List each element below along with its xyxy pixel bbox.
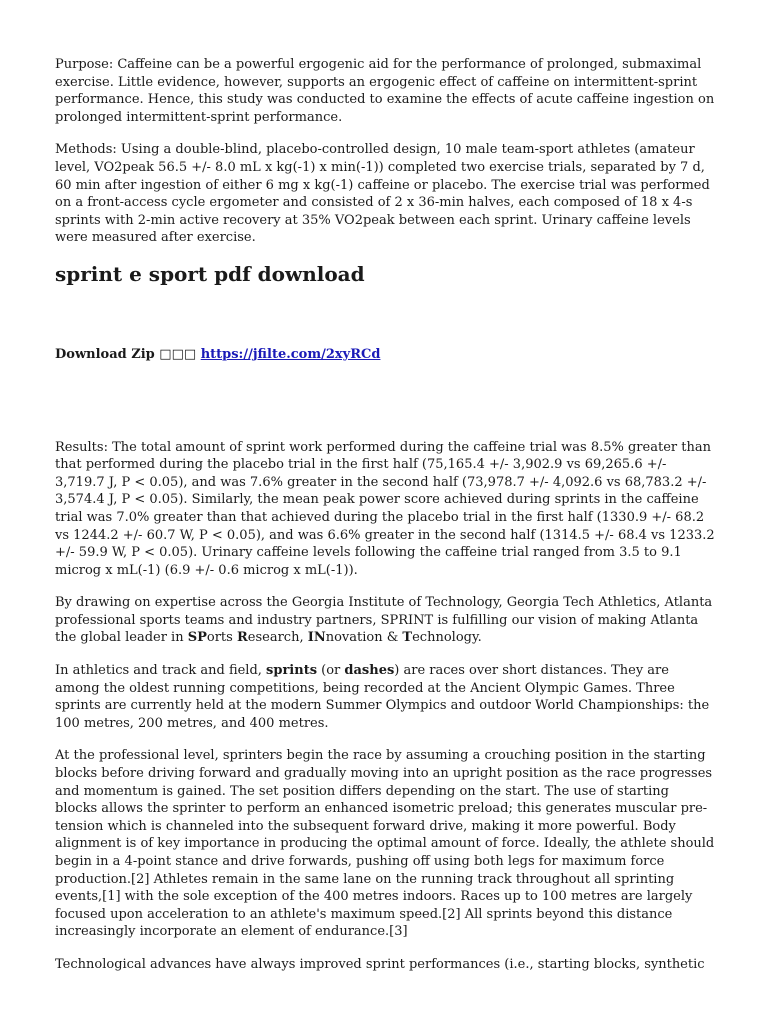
- georgia-bold-r: R: [236, 630, 248, 646]
- results-paragraph: Results: The total amount of sprint work performed during the caffeine trial was 8.5% greater than that performed during the placebo trial in the first half (75,165.4 +/- 3,902.9 vs 69,265.6 +/- 3,719.7 J, P < 0.05), and was 7.6% greater in the second half (73,978.7 +/- 4,092.6 vs 68,783.2 +/- 3,574.4 J, P < 0.05). Similarly, the mean peak power score achieved during sprints in the caffeine trial was 7.0% greater than that achieved during the placebo trial in the first half (1330.9 +/- 68.2 vs 1244.2 +/- 60.7 W, P < 0.05), and was 6.6% greater in the second half (1314.5 +/- 68.4 vs 1233.2 +/- 59.9 W, P < 0.05). Urinary caffeine levels following the caffeine trial ranged from 3.5 to 9.1 microg x mL(-1) (6.9 +/- 0.6 microg x mL(-1)).: [55, 439, 715, 578]
- georgia-bold-t: T: [402, 630, 413, 646]
- georgia-text-orts: orts: [206, 630, 237, 646]
- professional-paragraph: At the professional level, sprinters begin the race by assuming a crouching position in the starting blocks before driving forward and gradually moving into an upright position as the race progresses and momentum is gained. The set position differs depending on the start. The use of starting blocks allows the sprinter to perform an enhanced isometric preload; this generates muscular pre-tension which is channeled into the subsequent forward drive, making it more powerful. Body alignment is of key importance in producing the optimal amount of force. Ideally, the athlete should begin in a 4-point stance and drive forwards, pushing off using both legs for maximum force production.[2] Athletes remain in the same lane on the running track throughout all sprinting events,[1] with the sole exception of the 400 metres indoors. Races up to 100 metres are largely focused upon acceleration to an athlete's maximum speed.[2] All sprints beyond this distance increasingly incorporate an element of endurance.[3]: [55, 748, 715, 940]
- athletics-bold-sprints: sprints: [266, 663, 318, 679]
- page-title: sprint e sport pdf download: [55, 261, 365, 286]
- georgia-bold-sp: SP: [187, 630, 207, 646]
- download-link[interactable]: https://jfilte.com/2xyRCd: [200, 346, 381, 362]
- methods-paragraph: Methods: Using a double-blind, placebo-controlled design, 10 male team-sport athletes (amateur level, VO2peak 56.5 +/- 8.0 mL x kg(-1) x min(-1)) completed two exercise trials, separated by 7 d, 60 min after ingestion of either 6 mg x kg(-1) caffeine or placebo. The exercise trial was performed on a front-access cycle ergometer and consisted of 2 x 36-min halves, each composed of 18 x 4-s sprints with 2-min active recovery at 35% VO2peak between each sprint. Urinary caffeine levels were measured after exercise.: [55, 142, 710, 246]
- purpose-paragraph: Purpose: Caffeine can be a powerful ergogenic aid for the performance of prolonged, submaximal exercise. Little evidence, however, supports an ergogenic effect of caffeine on intermittent-sprint performance. Hence, this study was conducted to examine the effects of acute caffeine ingestion on prolonged intermittent-sprint performance.: [55, 57, 715, 125]
- download-label: Download Zip: [55, 346, 155, 362]
- georgia-text: By drawing on expertise across the Georgia Institute of Technology, Georgia Tech Athletics, Atlanta professional sports teams and industry partners, SPRINT is fulfilling our vision of making Atlanta the global leader in: [55, 595, 713, 646]
- download-line: [55, 346, 715, 364]
- georgia-paragraph: [55, 594, 715, 647]
- athletics-bold-dashes: dashes: [344, 663, 395, 679]
- arrow-glyphs: □□□: [159, 346, 197, 362]
- athletics-text-post: ) are races over short distances. They are among the oldest running competitions, being recorded at the Ancient Olympic Games. Three sprints are currently held at the modern Summer Olympics and outdoor World Championships: the 100 metres, 200 metres, and 400 metres.: [55, 663, 710, 731]
- athletics-text-mid: (or: [317, 663, 345, 679]
- georgia-text-esearch: esearch,: [247, 630, 308, 646]
- athletics-text-pre: In athletics and track and field,: [55, 663, 267, 679]
- georgia-text-novation: novation &: [325, 630, 403, 646]
- technological-paragraph: Technological advances have always improved sprint performances (i.e., starting blocks, synthetic: [55, 956, 705, 972]
- athletics-paragraph: [55, 662, 715, 732]
- georgia-bold-in: IN: [307, 630, 326, 646]
- georgia-text-echnology: echnology.: [412, 630, 482, 646]
